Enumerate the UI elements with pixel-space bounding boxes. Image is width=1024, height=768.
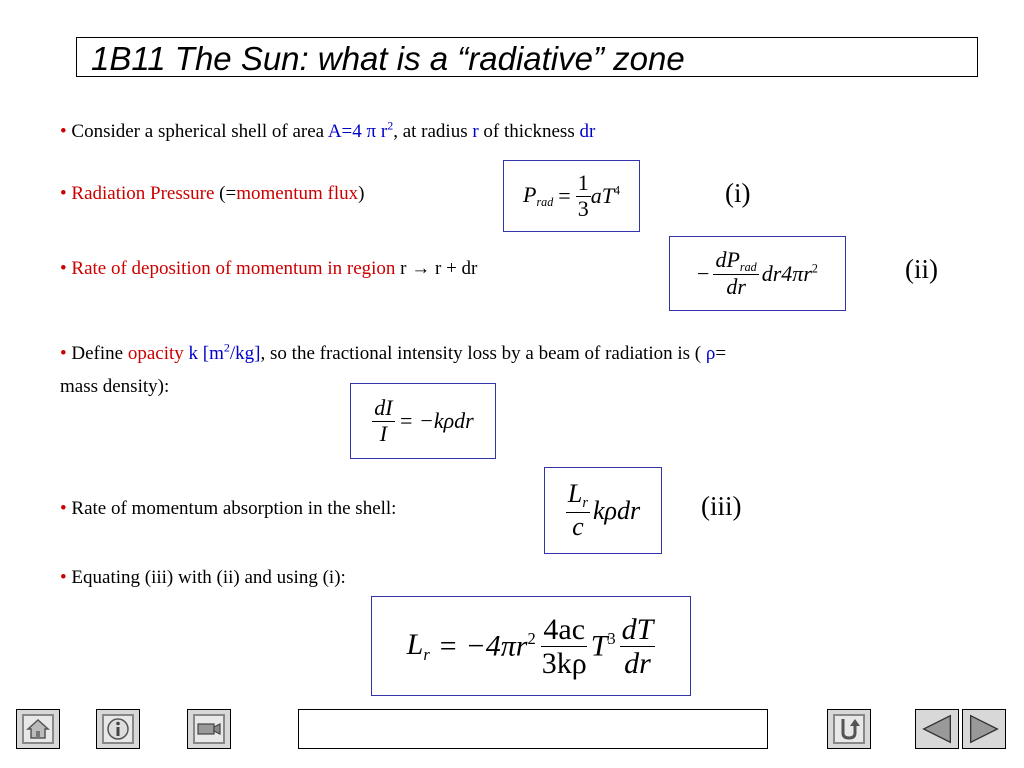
return-icon xyxy=(833,714,865,744)
eq2-dp: dP xyxy=(715,246,740,272)
info-icon xyxy=(102,714,134,744)
eq5-sub: r xyxy=(423,644,430,664)
pressure-line xyxy=(60,183,364,205)
bullet: • xyxy=(60,343,67,364)
bullet: • xyxy=(60,258,67,279)
eq5-eq: = −4πr xyxy=(437,629,528,663)
deposition-range: r → r + dr xyxy=(395,258,478,279)
equation-5-box xyxy=(371,596,691,696)
opacity-units-text: k [m xyxy=(183,343,224,364)
equating-text: Equating (iii) with (ii) and using (i): xyxy=(66,567,346,588)
bullet: • xyxy=(60,121,67,142)
bullet: • xyxy=(60,183,67,204)
shell-line xyxy=(60,118,596,143)
eq1-sup: 4 xyxy=(613,183,620,198)
eq5-l: L xyxy=(406,627,424,661)
opacity-line-2: mass density): xyxy=(60,376,170,397)
rho-symbol: ρ xyxy=(705,343,716,364)
next-button[interactable] xyxy=(962,709,1006,749)
equation-1-box xyxy=(503,160,640,232)
eq2-rhs xyxy=(762,261,818,287)
eq2-sup: 2 xyxy=(811,261,818,276)
absorption-text: Rate of momentum absorption in the shell: xyxy=(66,498,397,519)
title-box xyxy=(76,37,978,77)
next-arrow-icon xyxy=(968,714,1000,744)
eq5-fraction-2 xyxy=(620,613,656,680)
eq5-middle xyxy=(438,629,536,664)
slide-title: 1B11 The Sun: what is a “radiative” zone xyxy=(91,40,685,77)
eq2-minus: − xyxy=(697,260,710,286)
area-expr xyxy=(327,118,394,142)
eq5-num2: dT xyxy=(621,612,654,646)
opacity-text-2: , so the fractional intensity loss by a beam of radiation is ( xyxy=(260,343,706,364)
eq1-num: 1 xyxy=(577,170,589,196)
camera-icon xyxy=(193,714,225,744)
opacity-text-3: = xyxy=(715,343,727,364)
eq1-sub: rad xyxy=(536,195,554,210)
eq5-den2: dr xyxy=(624,646,651,680)
equation-5 xyxy=(372,597,690,695)
eq1-den: 3 xyxy=(577,195,589,221)
shell-text: Consider a spherical shell of area xyxy=(71,121,328,142)
label-iii: (iii) xyxy=(701,491,742,521)
camera-button[interactable] xyxy=(187,709,231,749)
area-sup: 2 xyxy=(387,118,394,133)
equation-2 xyxy=(670,237,845,310)
eq5-den1: 3kρ xyxy=(541,646,587,680)
eq4-l: L xyxy=(567,478,583,508)
eq2-fraction xyxy=(713,248,758,300)
eq1-equals: = xyxy=(558,183,571,208)
equating-line xyxy=(60,567,346,589)
equation-4 xyxy=(545,468,661,553)
thickness-symbol: dr xyxy=(579,121,596,142)
eq3-den: I xyxy=(379,420,388,446)
eq5-t-sup: 3 xyxy=(607,628,616,648)
eq3-num: dI xyxy=(374,395,393,421)
eq5-sup: 2 xyxy=(527,628,536,648)
shell-text-3: of thickness xyxy=(478,121,580,142)
opacity-units-sup: 2 xyxy=(223,340,230,355)
eq5-fraction-1 xyxy=(540,613,589,680)
equation-3 xyxy=(351,384,495,458)
eq4-sub: r xyxy=(582,494,588,511)
absorption-line xyxy=(60,498,396,520)
eq4-num xyxy=(566,480,590,513)
opacity-text-1: Define xyxy=(66,343,128,364)
opacity-units xyxy=(183,340,261,364)
equation-1 xyxy=(504,161,639,231)
eq2-sub: rad xyxy=(739,259,757,274)
eq5-lhs xyxy=(407,628,430,665)
equation-3-box xyxy=(350,383,496,459)
area-text: A=4 π r xyxy=(327,121,388,142)
eq2-rhs-text: dr4πr xyxy=(761,260,812,286)
previous-button[interactable] xyxy=(915,709,959,749)
opacity-units-tail: /kg] xyxy=(229,343,261,364)
eq5-t xyxy=(591,629,616,664)
label-i: (i) xyxy=(725,178,751,208)
eq3-fraction xyxy=(372,396,394,445)
radius-symbol: r xyxy=(472,121,479,142)
bullet: • xyxy=(60,567,67,588)
eq5-num1: 4ac xyxy=(543,612,586,646)
eq3-rhs: = −kρdr xyxy=(398,408,474,433)
eq2-den: dr xyxy=(726,274,746,300)
momentum-flux: momentum flux xyxy=(236,183,359,204)
label-ii: (ii) xyxy=(905,254,938,284)
eq4-den: c xyxy=(572,511,584,541)
opacity-word: opacity xyxy=(127,343,184,364)
eq1-rhs xyxy=(591,183,620,209)
pressure-paren-open: (= xyxy=(214,183,237,204)
equation-2-box xyxy=(669,236,846,311)
eq2-num xyxy=(713,248,758,276)
bullet: • xyxy=(60,498,67,519)
home-button[interactable] xyxy=(16,709,60,749)
return-button[interactable] xyxy=(827,709,871,749)
deposition-label: Rate of deposition of momentum in region xyxy=(71,258,396,279)
deposition-line xyxy=(60,258,477,280)
prev-arrow-icon xyxy=(921,714,953,744)
eq5-t-text: T xyxy=(590,629,608,663)
eq1-p: P xyxy=(523,181,537,207)
eq4-fraction xyxy=(566,480,590,541)
info-button[interactable] xyxy=(96,709,140,749)
eq1-fraction xyxy=(576,171,591,220)
pressure-label: Radiation Pressure xyxy=(71,183,215,204)
navigation-text-box xyxy=(298,709,768,749)
home-icon xyxy=(22,714,54,744)
equation-4-box xyxy=(544,467,662,554)
pressure-paren-close: ) xyxy=(358,183,365,204)
eq1-at: aT xyxy=(590,183,614,208)
shell-text-2: , at radius xyxy=(393,121,473,142)
opacity-line xyxy=(60,340,727,365)
eq1-lhs xyxy=(523,182,553,210)
eq4-rhs: kρdr xyxy=(592,495,641,525)
